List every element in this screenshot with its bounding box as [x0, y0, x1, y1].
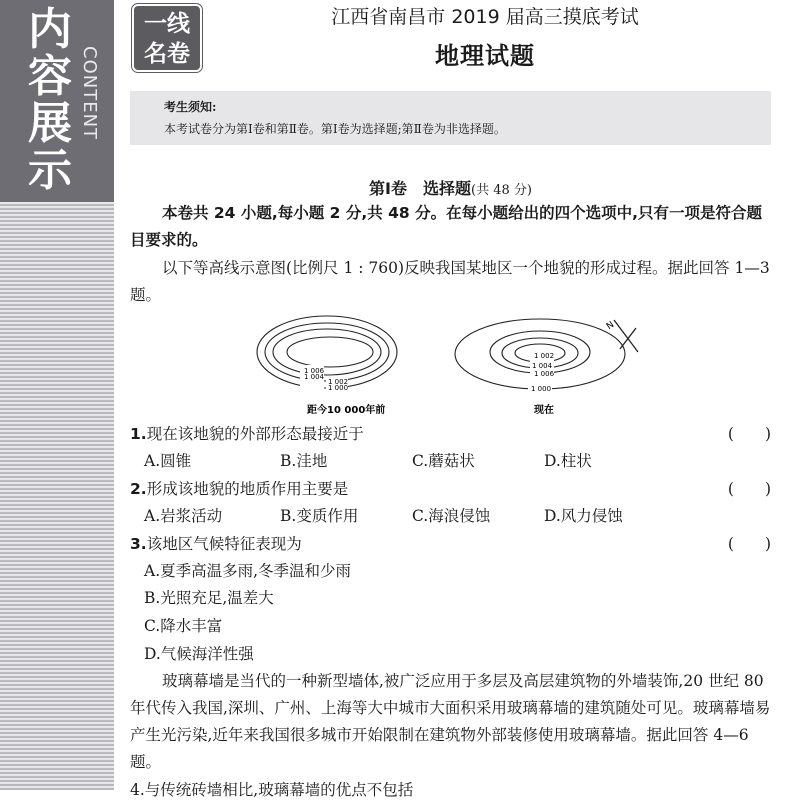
brand-logo: [132, 4, 202, 72]
exam-name: 江西省南昌市 2019 届高三摸底考试: [331, 6, 639, 28]
contour-label: 1 002: [534, 352, 555, 360]
notice-text: 本考试卷分为第Ⅰ卷和第Ⅱ卷。第Ⅰ卷为选择题;第Ⅱ卷为非选择题。: [164, 122, 506, 136]
passage-2: 玻璃幕墙是当代的一种新型墙体,被广泛应用于多层及高层建筑物的外墙装饰,20 世纪 80 年代传入我国,深圳、广州、上海等大中城市大面积采用玻璃幕墙的建筑随处可见。玻璃幕墙易产生光污染,近年来我国很多城市开始限制在建筑物外部装修使用玻璃幕墙。据此回答 4—6 题。: [130, 672, 771, 771]
question-stem: 形成该地貌的地质作用主要是: [146, 480, 349, 498]
question-2: [130, 476, 771, 502]
sidebar-title-char: 内: [28, 4, 72, 55]
section-title-sub: (共 48 分): [471, 183, 532, 198]
question-number: 2.: [130, 480, 147, 498]
option-b[interactable]: B.洼地: [280, 452, 328, 470]
contour-map-left: [257, 316, 397, 392]
notice-heading: 考生须知:: [164, 100, 217, 114]
question-3: [130, 531, 771, 557]
contour-label: 1 002: [328, 378, 349, 386]
question-4-partial: 4.与传统砖墙相比,玻璃幕墙的优点不包括: [130, 781, 414, 799]
option-d[interactable]: D.柱状: [544, 452, 592, 470]
answer-blank: ( ): [727, 480, 771, 498]
question-number: 1.: [130, 425, 147, 443]
contour-label: 1 006: [534, 370, 555, 378]
answer-blank: ( ): [727, 535, 771, 553]
option-a[interactable]: A.夏季高温多雨,冬季温和少雨: [144, 562, 352, 580]
contour-label: 1 000: [531, 385, 552, 393]
contour-label: 1 004: [304, 373, 325, 381]
question-1: [130, 421, 771, 447]
north-arrow-icon: [605, 320, 638, 352]
contour-label: 1 006: [304, 367, 325, 375]
answer-blank: ( ): [727, 425, 771, 443]
question-2-options: [144, 503, 764, 529]
sidebar-title-char: 展: [28, 98, 72, 149]
option-c[interactable]: C.降水丰富: [144, 617, 223, 635]
sidebar-english-label: CONTENT: [79, 46, 100, 141]
sidebar-stripes: [0, 202, 114, 790]
option-d[interactable]: D.风力侵蚀: [544, 507, 623, 525]
notice-box: [130, 91, 771, 145]
logo-line-2: 名卷: [144, 41, 190, 67]
option-b[interactable]: B.变质作用: [280, 507, 359, 525]
logo-line-1: 一线: [144, 11, 190, 37]
north-label: N: [605, 319, 617, 333]
option-a[interactable]: A.圆锥: [144, 452, 192, 470]
contour-label: 1 000: [328, 384, 349, 392]
passage-1: 以下等高线示意图(比例尺 1 : 760)反映我国某地区一个地貌的形成过程。据此回答 1—3 题。: [130, 259, 770, 304]
paper-title: 地理试题: [435, 42, 535, 70]
question-number: 3.: [130, 535, 147, 553]
figure-caption-right: 现在: [534, 405, 554, 416]
option-a[interactable]: A.岩浆活动: [144, 507, 223, 525]
question-1-options: [144, 448, 764, 474]
option-b[interactable]: B.光照充足,温差大: [144, 589, 274, 607]
option-c[interactable]: C.海浪侵蚀: [412, 507, 491, 525]
sidebar-title-char: 容: [28, 51, 72, 102]
figure-caption-left: 距今10 000年前: [307, 405, 386, 416]
sidebar: [0, 0, 114, 790]
option-d[interactable]: D.气候海洋性强: [144, 645, 254, 663]
question-stem: 该地区气候特征表现为: [146, 535, 302, 553]
instructions-paragraph: 本卷共 24 小题,每小题 2 分,共 48 分。在每小题给出的四个选项中,只有一项是符合题目要求的。: [130, 204, 762, 249]
contour-figure: [250, 312, 650, 422]
contour-label: 1 004: [532, 362, 553, 370]
section-title-main: 第Ⅰ卷 选择题: [369, 179, 471, 198]
option-c[interactable]: C.蘑菇状: [412, 452, 475, 470]
section-title: [130, 176, 771, 199]
contour-map-right: [455, 319, 625, 393]
question-stem: 现在该地貌的外部形态最接近于: [146, 425, 364, 443]
sidebar-title-char: 示: [28, 145, 72, 196]
